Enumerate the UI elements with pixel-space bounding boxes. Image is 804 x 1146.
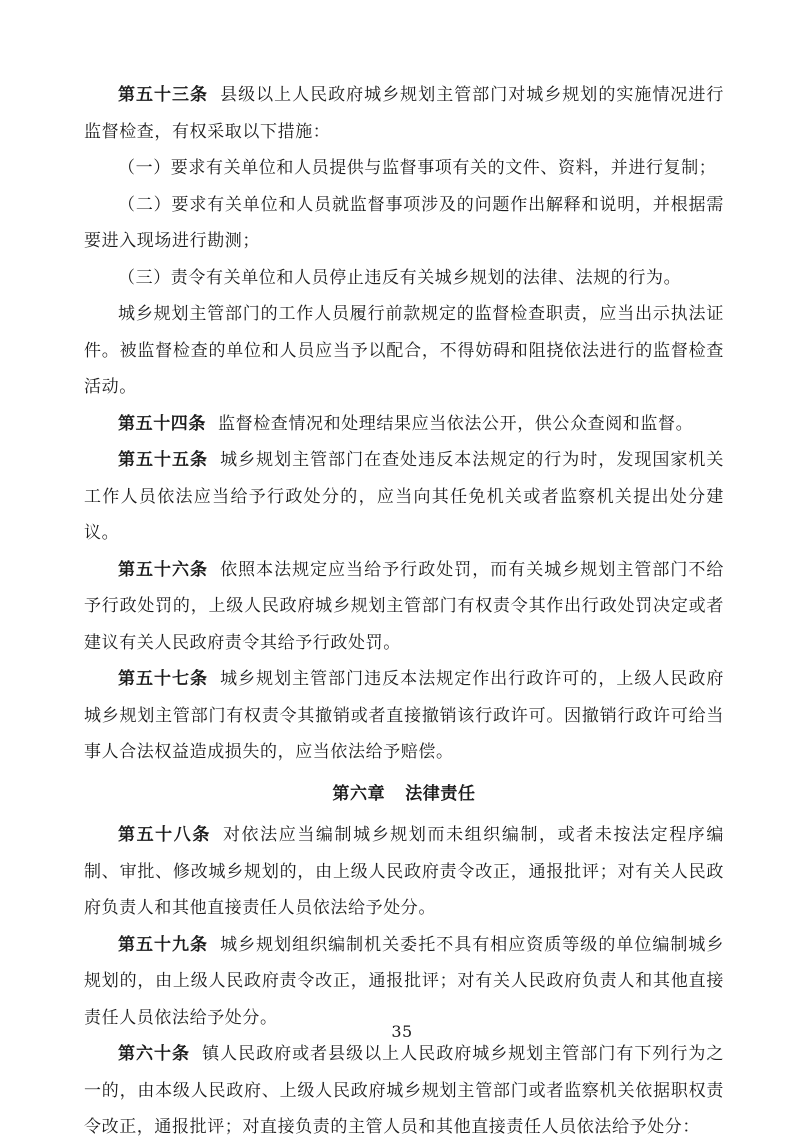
article-58 <box>84 817 724 927</box>
page-number: 35 <box>391 1022 413 1041</box>
article-text: 城乡规划主管部门在查处违反本法规定的行为时，发现国家机关工作人员依法应当给予行政处分的，应当向其任免机关或者监察机关提出处分建议。 <box>84 450 724 543</box>
article-number: 第五十三条 <box>118 85 209 105</box>
page-body <box>84 77 724 1146</box>
article-56 <box>84 552 724 662</box>
article-number: 第五十八条 <box>118 825 211 845</box>
article-57 <box>84 661 724 771</box>
article-text: （三）责令有关单位和人员停止违反有关城乡规划的法律、法规的行为。 <box>118 267 682 288</box>
article-text: 依照本法规定应当给予行政处罚，而有关城乡规划主管部门不给予行政处罚的，上级人民政府城乡规划主管部门有权责令其作出行政处罚决定或者建议有关人民政府责令其给予行政处罚。 <box>84 559 724 653</box>
article-text: 镇人民政府或者县级以上人民政府城乡规划主管部门有下列行为之一的，由本级人民政府、上级人民政府城乡规划主管部门或者监察机关依据职权责令改正，通报批评；对直接负责的主管人员和其他直接责任人员依法给予处分： <box>84 1044 724 1137</box>
article-53-item-3 <box>84 260 724 297</box>
article-text: 城乡规划组织编制机关委托不具有相应资质等级的单位编制城乡规划的，由上级人民政府责令改正，通报批评；对有关人民政府负责人和其他直接责任人员依法给予处分。 <box>84 934 724 1028</box>
article-text: 监督检查情况和处理结果应当依法公开，供公众查阅和监督。 <box>218 413 694 434</box>
article-text: 县级以上人民政府城乡规划主管部门对城乡规划的实施情况进行监督检查，有权采取以下措施： <box>84 85 724 142</box>
article-53-item-2 <box>84 187 724 260</box>
chapter-number: 第六章 <box>332 783 386 804</box>
article-54 <box>84 406 724 443</box>
article-53-item-1 <box>84 150 724 187</box>
article-text: 城乡规划主管部门的工作人员履行前款规定的监督检查职责，应当出示执法证件。被监督检查的单位和人员应当予以配合，不得妨碍和阻挠依法进行的监督检查活动。 <box>84 304 724 397</box>
article-text: （二）要求有关单位和人员就监督事项涉及的问题作出解释和说明，并根据需要进入现场进行勘测； <box>84 194 724 251</box>
article-60 <box>84 1036 724 1146</box>
article-53 <box>84 77 724 150</box>
article-number: 第五十七条 <box>118 669 209 689</box>
article-number: 第五十四条 <box>118 413 206 434</box>
article-text: 城乡规划主管部门违反本法规定作出行政许可的，上级人民政府城乡规划主管部门有权责令其撤销或者直接撤销该行政许可。因撤销行政许可给当事人合法权益造成损失的，应当依法给予赔偿。 <box>84 669 724 762</box>
article-number: 第六十条 <box>118 1044 191 1064</box>
article-text: 对依法应当编制城乡规划而未组织编制，或者未按法定程序编制、审批、修改城乡规划的，由上级人民政府责令改正，通报批评；对有关人民政府负责人和其他直接责任人员依法给予处分。 <box>84 825 724 918</box>
article-number: 第五十九条 <box>118 934 209 955</box>
article-number: 第五十六条 <box>118 559 209 580</box>
chapter-title: 法律责任 <box>405 783 476 804</box>
article-53-paragraph-2 <box>84 296 724 406</box>
article-text: （一）要求有关单位和人员提供与监督事项有关的文件、资料，并进行复制； <box>118 158 717 178</box>
article-55 <box>84 442 724 552</box>
article-number: 第五十五条 <box>118 450 209 470</box>
chapter-heading <box>84 771 724 818</box>
